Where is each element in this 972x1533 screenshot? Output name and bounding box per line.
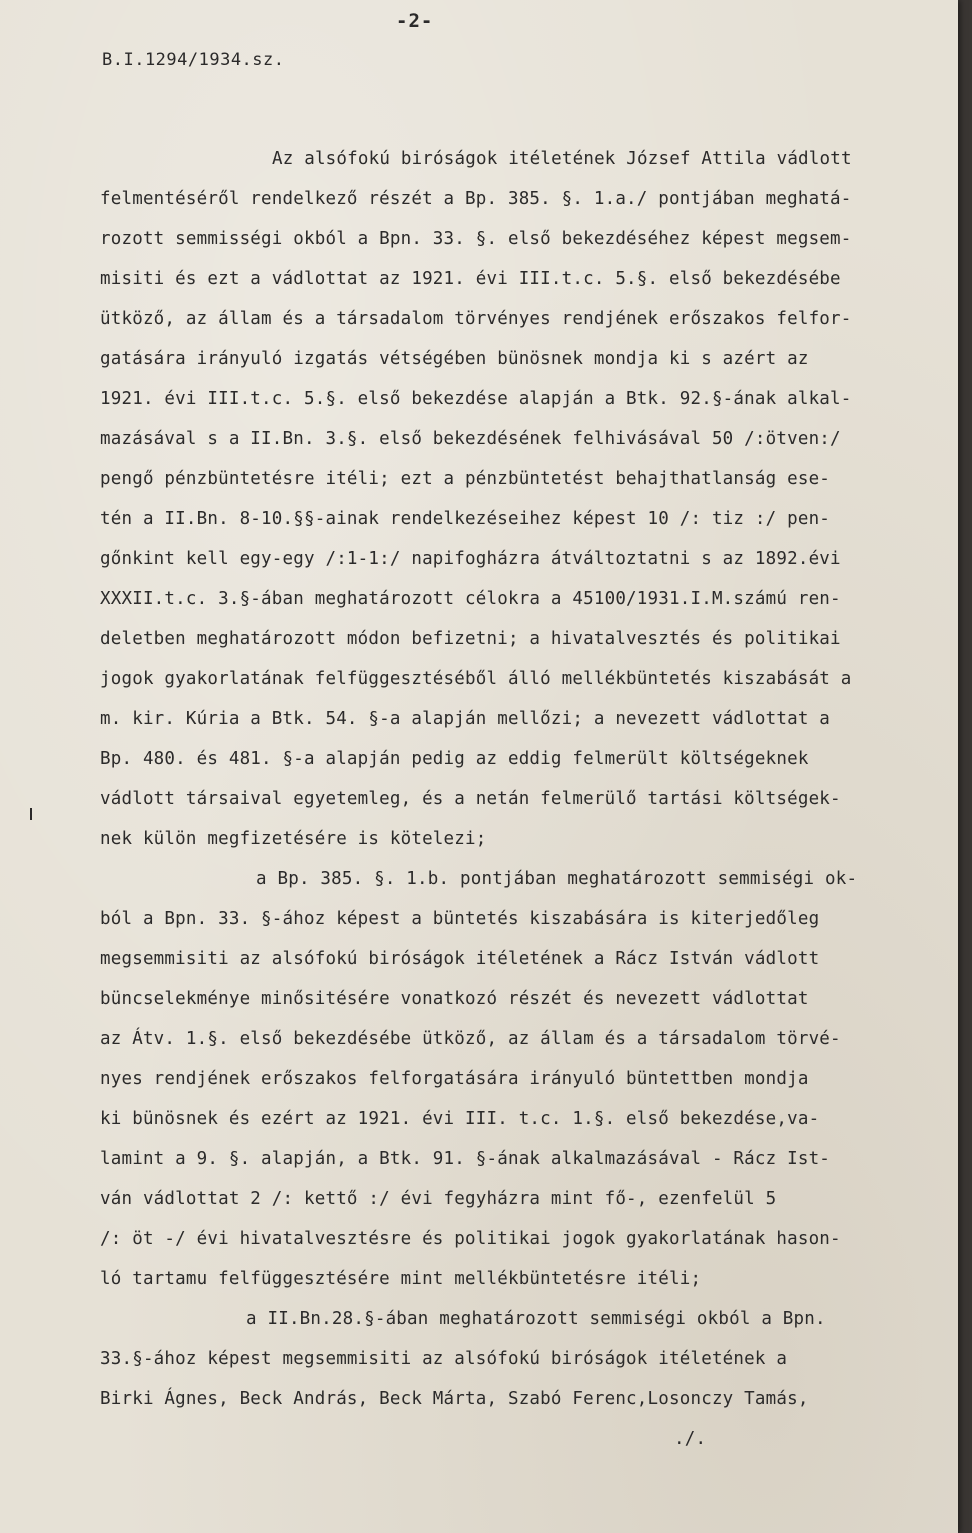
continuation-mark: ./.	[674, 1429, 707, 1449]
case-reference: B.I.1294/1934.sz.	[102, 50, 285, 70]
text-line: XXXII.t.c. 3.§-ában meghatározott célokra a 45100/1931.I.M.számú ren-	[100, 589, 841, 609]
text-line: Az alsófokú biróságok itéletének József Attila vádlott	[272, 149, 852, 169]
text-line: jogok gyakorlatának felfüggesztéséből álló mellékbüntetés kiszabását a	[100, 669, 852, 689]
text-line: megsemmisiti az alsófokú biróságok itéletének a Rácz István vádlott	[100, 949, 820, 969]
text-line: Birki Ágnes, Beck András, Beck Márta, Szabó Ferenc,Losonczy Tamás,	[100, 1389, 809, 1409]
document-body	[100, 146, 930, 1466]
text-line: büncselekménye minősitésére vonatkozó részét és nevezett vádlottat	[100, 989, 809, 1009]
text-line: az Átv. 1.§. első bekezdésébe ütköző, az állam és a társadalom törvé-	[100, 1029, 841, 1049]
text-line: a II.Bn.28.§-ában meghatározott semmiségi okból a Bpn.	[246, 1309, 826, 1329]
text-line: misiti és ezt a vádlottat az 1921. évi III.t.c. 5.§. első bekezdésébe	[100, 269, 841, 289]
text-line: ütköző, az állam és a társadalom törvényes rendjének erőszakos felfor-	[100, 309, 852, 329]
text-line: vádlott társaival egyetemleg, és a netán felmerülő tartási költségek-	[100, 789, 841, 809]
text-line: 1921. évi III.t.c. 5.§. első bekezdése alapján a Btk. 92.§-ának alkal-	[100, 389, 852, 409]
text-line: gőnkint kell egy-egy /:1-1:/ napifogházra átváltoztatni s az 1892.évi	[100, 549, 841, 569]
text-line: ló tartamu felfüggesztésére mint mellékbüntetésre itéli;	[100, 1269, 702, 1289]
text-line: mazásával s a II.Bn. 3.§. első bekezdésének felhivásával 50 /:ötven:/	[100, 429, 841, 449]
text-line: ki bünösnek és ezért az 1921. évi III. t.c. 1.§. első bekezdése,va-	[100, 1109, 820, 1129]
text-line: felmentéséről rendelkező részét a Bp. 385. §. 1.a./ pontjában meghatá-	[100, 189, 852, 209]
text-line: 33.§-ához képest megsemmisiti az alsófokú biróságok itéletének a	[100, 1349, 788, 1369]
margin-tick	[30, 808, 32, 820]
page-number: -2-	[396, 10, 434, 32]
text-line: pengő pénzbüntetésre itéli; ezt a pénzbüntetést behajthatlanság ese-	[100, 469, 831, 489]
text-line: /: öt -/ évi hivatalvesztésre és politikai jogok gyakorlatának hason-	[100, 1229, 841, 1249]
text-line: a Bp. 385. §. 1.b. pontjában meghatározott semmiségi ok-	[256, 869, 858, 889]
text-line: ván vádlottat 2 /: kettő :/ évi fegyházra mint fő-, ezenfelül 5	[100, 1189, 777, 1209]
text-line: nyes rendjének erőszakos felforgatására irányuló büntettben mondja	[100, 1069, 809, 1089]
text-line: tén a II.Bn. 8-10.§§-ainak rendelkezéseihez képest 10 /: tiz :/ pen-	[100, 509, 831, 529]
text-line: m. kir. Kúria a Btk. 54. §-a alapján mellőzi; a nevezett vádlottat a	[100, 709, 831, 729]
text-line: gatására irányuló izgatás vétségében bünösnek mondja ki s azért az	[100, 349, 809, 369]
text-line: lamint a 9. §. alapján, a Btk. 91. §-ának alkalmazásával - Rácz Ist-	[100, 1149, 831, 1169]
text-line: rozott semmisségi okból a Bpn. 33. §. első bekezdéséhez képest megsem-	[100, 229, 852, 249]
text-line: Bp. 480. és 481. §-a alapján pedig az eddig felmerült költségeknek	[100, 749, 809, 769]
text-line: deletben meghatározott módon befizetni; a hivatalvesztés és politikai	[100, 629, 841, 649]
text-line: nek külön megfizetésére is kötelezi;	[100, 829, 487, 849]
text-line: ból a Bpn. 33. §-ához képest a büntetés kiszabására is kiterjedőleg	[100, 909, 820, 929]
